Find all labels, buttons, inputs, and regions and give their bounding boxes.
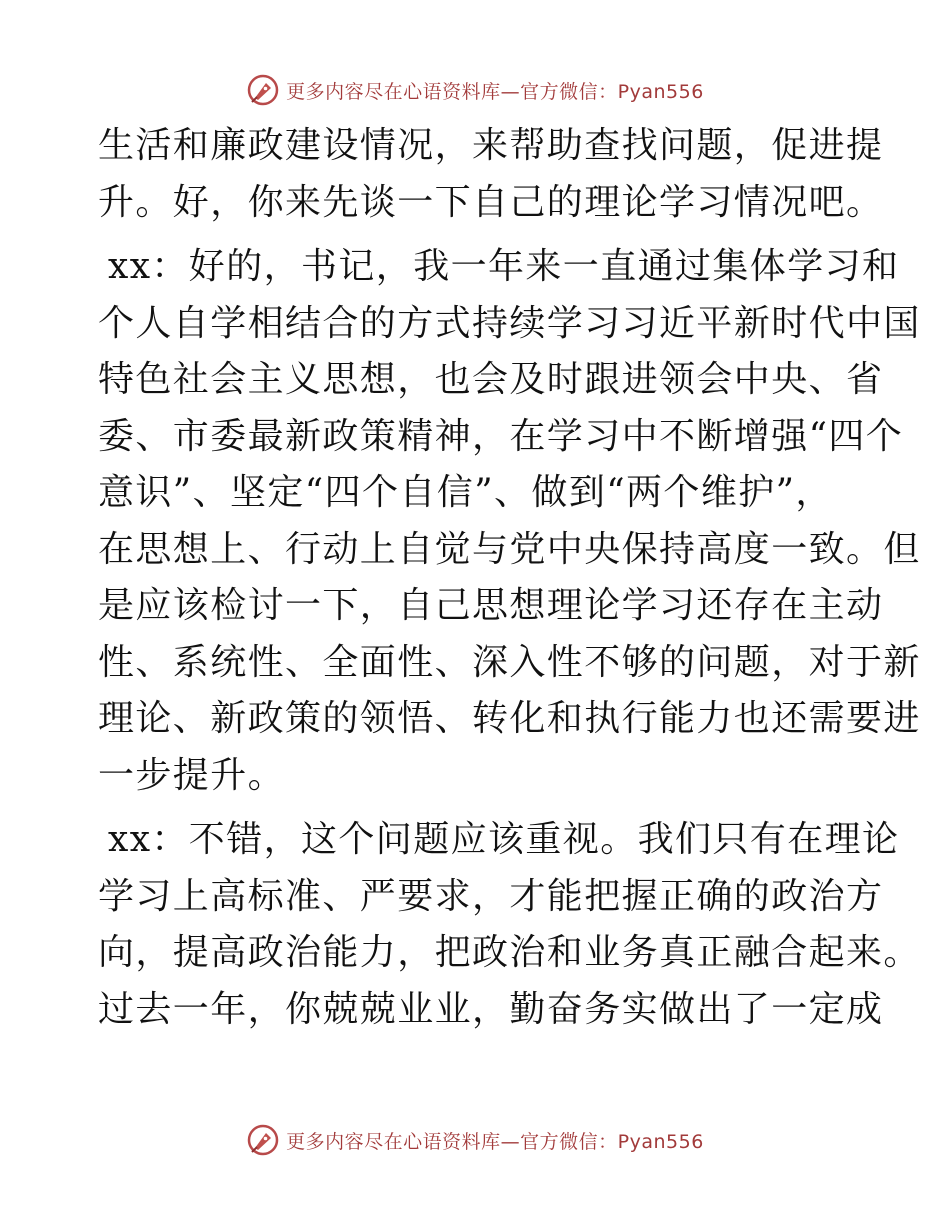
header-banner-text: 更多内容尽在心语资料库—官方微信：Pyan556 xyxy=(286,80,704,103)
text-line: 意识”、坚定“四个自信”、做到“两个维护”， xyxy=(98,472,833,513)
document-body xyxy=(98,118,921,1038)
text-line: 学习上高标准、严要求，才能把握正确的政治方 xyxy=(98,875,884,917)
text-line: 过去一年，你兢兢业业，勤奋务实做出了一定成 xyxy=(98,988,884,1030)
paragraph-2 xyxy=(98,239,921,804)
paragraph-3 xyxy=(98,812,921,1038)
text-line: 特色社会主义思想，也会及时跟进领会中央、省 xyxy=(98,359,884,400)
text-line: 个人自学相结合的方式持续学习习近平新时代中国 xyxy=(98,302,921,344)
text-line: 性、系统性、全面性、深入性不够的问题，对于新 xyxy=(98,641,921,683)
text-line: 是应该检讨一下，自己思想理论学习还存在主动 xyxy=(98,585,884,626)
text-line: xx：不错，这个问题应该重视。我们只有在理论 xyxy=(108,819,900,860)
header-banner xyxy=(0,68,950,112)
text-line: 升。好，你来先谈一下自己的理论学习情况吧。 xyxy=(98,181,884,223)
text-line: 理论、新政策的领悟、转化和执行能力也还需要进 xyxy=(98,698,921,739)
paragraph-1 xyxy=(98,118,884,231)
text-line: 一步提升。 xyxy=(98,754,286,796)
text-line: 向，提高政治能力，把政治和业务真正融合起来。 xyxy=(98,932,921,973)
pen-nib-logo-icon xyxy=(246,73,280,107)
footer-banner xyxy=(0,1118,950,1162)
text-line: 生活和廉政建设情况，来帮助查找问题，促进提 xyxy=(98,125,884,166)
footer-banner-text: 更多内容尽在心语资料库—官方微信：Pyan556 xyxy=(286,1130,704,1153)
pen-nib-logo-icon xyxy=(246,1123,280,1157)
text-line: 委、市委最新政策精神，在学习中不断增强“四个 xyxy=(98,415,904,457)
text-line: xx：好的，书记，我一年来一直通过集体学习和 xyxy=(108,246,900,287)
text-line: 在思想上、行动上自觉与党中央保持高度一致。但 xyxy=(98,528,921,570)
